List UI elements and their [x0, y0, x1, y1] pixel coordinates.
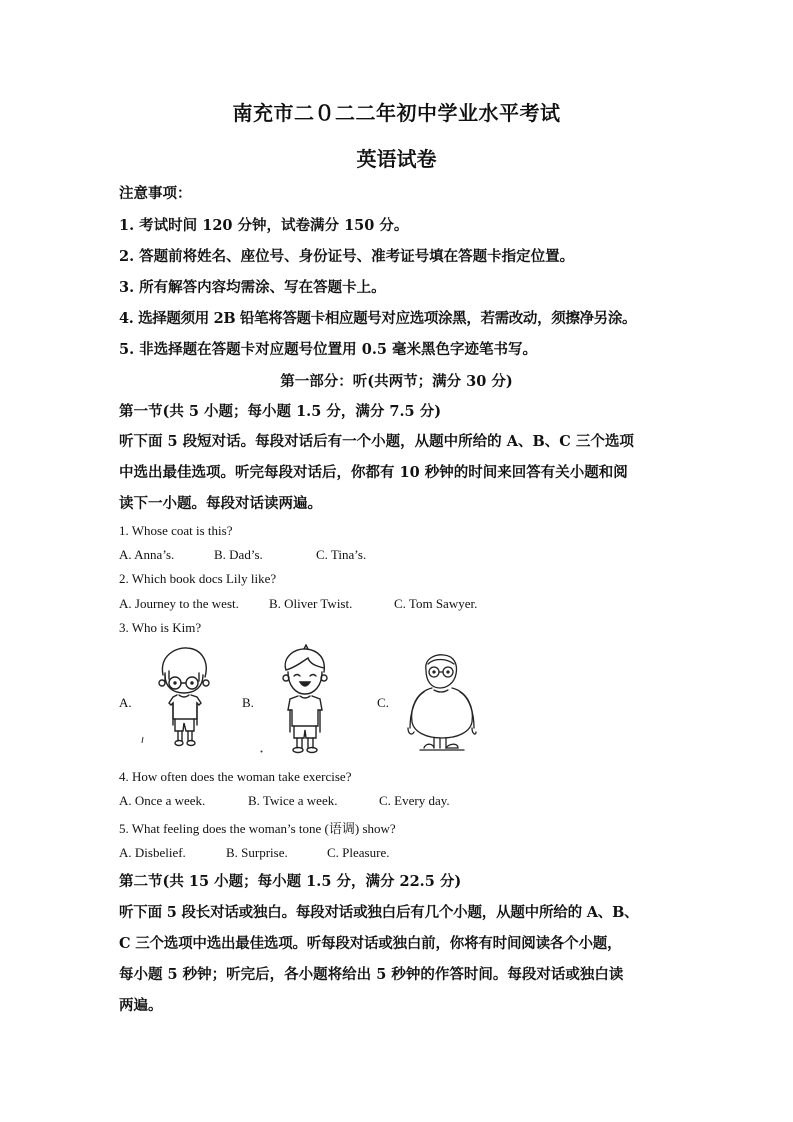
- note-item-4: 4. 选择题须用 2B 铅笔将答题卡相应题号对应选项涂黑，若需改动，须擦净另涂。: [119, 310, 637, 327]
- section2-instructions-line-4: 两遍。: [119, 997, 163, 1014]
- question-5-option-c[interactable]: C. Pleasure.: [327, 845, 390, 860]
- exam-subtitle: 英语试卷: [356, 147, 437, 171]
- section2-instructions-line-1: 听下面 5 段长对话或独白。每段对话或独白后有几个小题，从题中所给的 A、B、: [119, 904, 639, 921]
- question-3-option-c-label[interactable]: C.: [377, 695, 389, 710]
- question-3-option-c-picture[interactable]: [406, 652, 478, 752]
- question-2-option-a[interactable]: A. Journey to the west.: [119, 596, 239, 611]
- question-1-option-a[interactable]: A. Anna’s.: [119, 547, 175, 562]
- question-2-option-b[interactable]: B. Oliver Twist.: [269, 596, 353, 611]
- section1-heading: 第一节(共 5 小题；每小题 1.5 分，满分 7.5 分): [119, 403, 442, 420]
- question-5-stem: 5. What feeling does the woman’s tone (语调) show?: [119, 821, 396, 836]
- question-2-options: [119, 596, 477, 612]
- smiling-boy-drawing-icon: [280, 644, 330, 756]
- boy-with-glasses-drawing-icon: [155, 645, 215, 750]
- question-4-stem: 4. How often does the woman take exercise?: [119, 769, 352, 784]
- section2-instructions-line-2: C 三个选项中选出最佳选项。听每段对话或独白前，你将有时间阅读各个小题，: [119, 935, 622, 952]
- question-1-option-b[interactable]: B. Dad’s.: [214, 547, 263, 562]
- note-item-1: 1. 考试时间 120 分钟，试卷满分 150 分。: [119, 217, 409, 234]
- question-3-option-b-picture[interactable]: [280, 644, 330, 756]
- question-1-options: [119, 547, 366, 563]
- section1-instructions-line-3: 读下一小题。每段对话读两遍。: [119, 495, 322, 512]
- question-5-option-b[interactable]: B. Surprise.: [226, 845, 288, 860]
- section2-instructions-line-3: 每小题 5 秒钟；听完后，各小题将给出 5 秒钟的作答时间。每段对话或独白读: [119, 966, 624, 983]
- stray-mark: [141, 737, 145, 743]
- section2-heading: 第二节(共 15 小题；每小题 1.5 分，满分 22.5 分): [119, 873, 462, 890]
- question-2-option-c[interactable]: C. Tom Sawyer.: [394, 596, 478, 611]
- question-4-options: [119, 793, 450, 809]
- notes-heading: 注意事项：: [119, 185, 192, 202]
- note-item-2: 2. 答题前将姓名、座位号、身份证号、准考证号填在答题卡指定位置。: [119, 248, 575, 265]
- note-item-3: 3. 所有解答内容均需涂、写在答题卡上。: [119, 279, 386, 296]
- section1-instructions-line-2: 中选出最佳选项。听完每段对话后，你都有 10 秒钟的时间来回答有关小题和阅: [119, 464, 628, 481]
- section1-instructions-line-1: 听下面 5 段短对话。每段对话后有一个小题，从题中所给的 A、B、C 三个选项: [119, 433, 634, 450]
- question-5-options: [119, 845, 389, 861]
- exam-title: 南充市二０二二年初中学业水平考试: [232, 101, 561, 125]
- part1-heading: 第一部分：听(共两节；满分 30 分): [280, 373, 513, 390]
- question-4-option-b[interactable]: B. Twice a week.: [248, 793, 338, 808]
- question-3-option-a-picture[interactable]: [155, 645, 215, 750]
- question-4-option-a[interactable]: A. Once a week.: [119, 793, 206, 808]
- question-4-option-c[interactable]: C. Every day.: [379, 793, 450, 808]
- heavy-man-with-glasses-drawing-icon: [406, 652, 478, 752]
- note-item-5: 5. 非选择题在答题卡对应题号位置用 0.5 毫米黑色字迹笔书写。: [119, 341, 538, 358]
- question-5-option-a[interactable]: A. Disbelief.: [119, 845, 186, 860]
- question-3-option-b-label[interactable]: B.: [242, 695, 254, 710]
- question-1-stem: 1. Whose coat is this?: [119, 523, 233, 538]
- question-2-stem: 2. Which book docs Lily like?: [119, 571, 277, 586]
- question-3-option-a-label[interactable]: A.: [119, 695, 132, 710]
- question-3-stem: 3. Who is Kim?: [119, 620, 202, 635]
- question-1-option-c[interactable]: C. Tina’s.: [316, 547, 367, 562]
- stray-dot: [260, 750, 263, 753]
